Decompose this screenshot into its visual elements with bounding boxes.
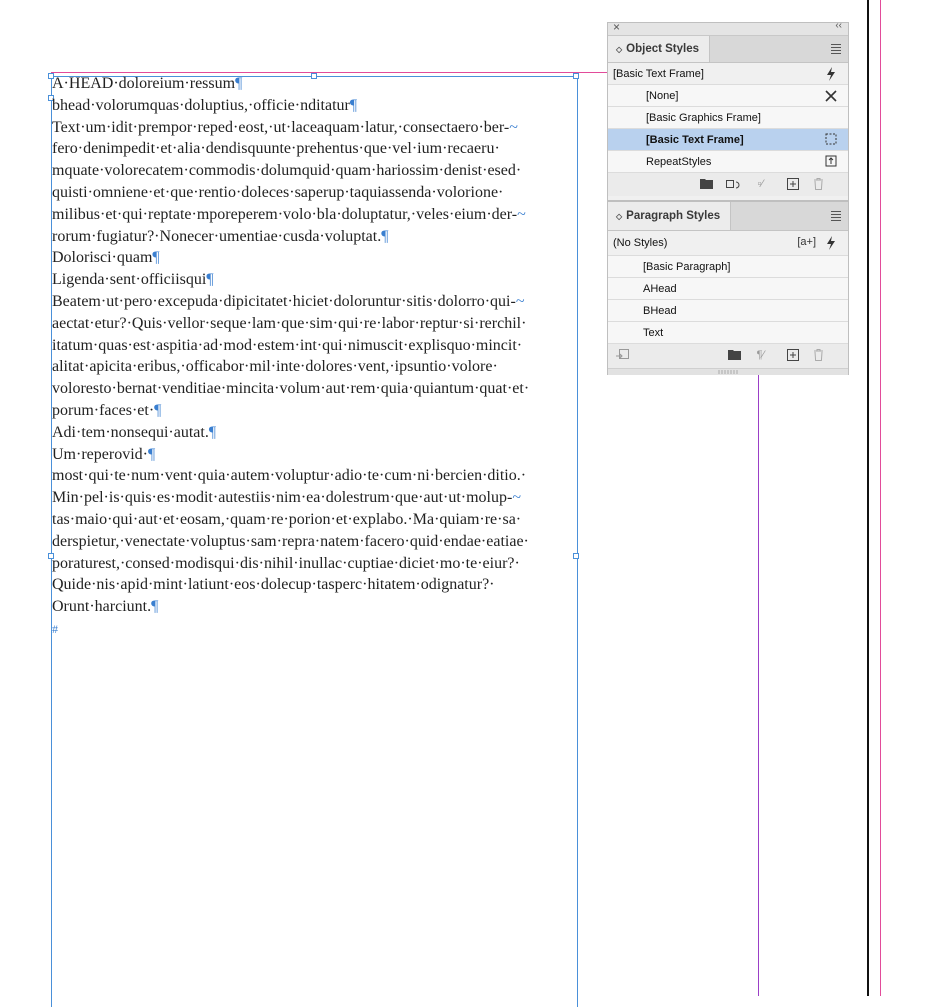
story-line: poraturest,·consed·modisqui·dis·nihil·inullac·cuptiae·diciet·mo·te·eiur?·	[52, 554, 520, 572]
story-line: fero·denimpedit·et·alia·dendisquunte·prehentus·que·vel·ium·recaeru·	[52, 140, 500, 158]
paragraph-styles-footer	[608, 344, 848, 368]
current-style-header	[608, 63, 848, 85]
lightning-icon[interactable]	[824, 236, 838, 250]
story-line: voloresto·bernat·venditiae·mincita·volum·aut·rem·quia·quiantum·quat·et·	[52, 380, 530, 398]
collapse-panels-icon[interactable]: ‹‹	[835, 20, 842, 31]
current-style-header	[608, 231, 848, 256]
text-story[interactable]	[52, 73, 578, 641]
tab-label: Object Styles	[626, 43, 700, 55]
object-styles-tabbar	[608, 36, 848, 63]
panel-menu-icon[interactable]	[831, 44, 841, 56]
style-label: RepeatStyles	[646, 155, 712, 168]
close-icon[interactable]: ×	[613, 20, 621, 34]
paragraph-styles-panel	[607, 201, 849, 375]
story-line: quisti·omniene·et·que·rentio·doleces·saperup·taquiassenda·volorione·	[52, 183, 504, 201]
clear-attributes-icon[interactable]: ▫⁄	[757, 178, 764, 190]
delete-icon[interactable]	[812, 178, 825, 191]
load-styles-icon[interactable]	[616, 349, 629, 362]
story-line: A·HEAD·doloreium·ressum¶	[52, 75, 243, 92]
story-line: porum·faces·et·¶	[52, 401, 162, 419]
panel-resize-grip[interactable]	[608, 368, 848, 375]
list-item[interactable]	[608, 107, 848, 129]
story-line: Text·um·idit·prempor·reped·eost,·ut·laceaquam·latur,·consectaero·ber-~	[52, 118, 518, 136]
object-styles-footer	[608, 173, 848, 196]
folder-icon[interactable]	[700, 178, 713, 191]
crossed-pencil-icon	[824, 89, 838, 103]
panel-menu-icon[interactable]	[831, 211, 841, 223]
story-line: rorum·fugiatur?·Nonecer·umentiae·cusda·voluptat.¶	[52, 227, 389, 245]
list-item[interactable]	[608, 256, 848, 278]
style-label: BHead	[643, 304, 677, 317]
bleed-guide	[880, 0, 881, 996]
story-line: Um·reperovid·¶	[52, 445, 156, 463]
page-edge	[867, 0, 869, 996]
story-line: Min·pel·is·quis·es·modit·autestiis·nim·ea·dolestrum·que·aut·ut·molup-~	[52, 489, 521, 507]
style-label: [None]	[646, 89, 679, 102]
story-line: Adi·tem·nonsequi·autat.¶	[52, 423, 217, 441]
story-line: bhead·volorumquas·doluptius,·officie·nditatur¶	[52, 96, 358, 114]
list-item[interactable]	[608, 278, 848, 300]
clear-overrides-icon[interactable]	[726, 178, 739, 191]
style-label: Text	[643, 326, 664, 339]
story-line: aectat·etur?·Quis·vellor·seque·lam·que·sim·qui·re·labor·reptur·si·rerchil·	[52, 314, 527, 332]
current-style-label: [Basic Text Frame]	[613, 67, 704, 80]
current-style-label: (No Styles)	[613, 237, 668, 249]
story-line: Dolorisci·quam¶	[52, 249, 160, 267]
tab-object-styles[interactable]	[608, 36, 710, 62]
story-line: Orunt·harciunt.¶	[52, 598, 159, 616]
style-label: [Basic Text Frame]	[646, 133, 744, 146]
text-frame-icon	[824, 133, 838, 147]
delete-icon[interactable]	[812, 349, 825, 362]
new-style-icon[interactable]	[786, 178, 799, 191]
paragraph-styles-list	[608, 256, 848, 344]
expand-arrow-icon[interactable]: ◇	[616, 44, 623, 54]
story-line: mquate·volorecatem·commodis·dolumquid·quam·hariossim·denist·esed·	[52, 162, 522, 180]
create-style-from-selection-button[interactable]: [a+]	[797, 236, 816, 248]
style-label: [Basic Paragraph]	[643, 260, 731, 273]
list-item-selected[interactable]	[608, 129, 848, 151]
style-label: [Basic Graphics Frame]	[646, 111, 761, 124]
list-item[interactable]	[608, 300, 848, 322]
story-line: derspietur,·venectate·voluptus·sam·repra·natem·facero·quid·endae·eatiae·	[52, 532, 529, 550]
folder-icon[interactable]	[728, 349, 741, 362]
story-line: itatum·quas·est·aspitia·ad·mod·estem·int·qui·nimuscit·explisquo·mincit·	[52, 336, 523, 354]
object-styles-list	[608, 85, 848, 173]
story-line: Beatem·ut·pero·excepuda·dipicitatet·hiciet·doloruntur·sitis·dolorro·qui-~	[52, 292, 525, 310]
tab-label: Paragraph Styles	[626, 210, 721, 222]
list-item[interactable]	[608, 322, 848, 344]
clear-paragraph-overrides-icon[interactable]: ¶⁄	[756, 349, 765, 361]
story-line: most·qui·te·num·vent·quia·autem·voluptur·adio·te·cum·ni·bercien·ditio.·	[52, 467, 527, 485]
lightning-icon[interactable]	[824, 67, 838, 81]
new-style-icon[interactable]	[786, 349, 799, 362]
story-line: Quide·nis·apid·mint·latiunt·eos·dolecup·tasperc·hitatem·odignatur?·	[52, 576, 495, 594]
story-line: alitat·apicita·eribus,·officabor·mil·inte·dolores·vent,·ipsuntio·volore·	[52, 358, 498, 376]
column-guide	[758, 370, 759, 996]
tab-paragraph-styles[interactable]	[608, 202, 731, 230]
paragraph-styles-tabbar	[608, 202, 848, 231]
story-line: tas·maio·qui·aut·et·eosam,·quam·re·porion·et·explabo.·Ma·quiam·re·sa·	[52, 510, 522, 528]
list-item[interactable]	[608, 85, 848, 107]
list-item[interactable]	[608, 151, 848, 173]
end-of-story-marker: #	[52, 621, 58, 636]
expand-arrow-icon[interactable]: ◇	[616, 211, 623, 221]
story-line: milibus·et·qui·reptate·mporeperem·volo·bla·doluptatur,·veles·eium·der-~	[52, 205, 526, 223]
panel-titlebar[interactable]	[608, 20, 848, 36]
story-line: Ligenda·sent·officiisqui¶	[52, 271, 214, 289]
repeat-frame-icon	[824, 155, 838, 169]
style-label: AHead	[643, 282, 677, 295]
object-styles-panel	[607, 22, 849, 201]
